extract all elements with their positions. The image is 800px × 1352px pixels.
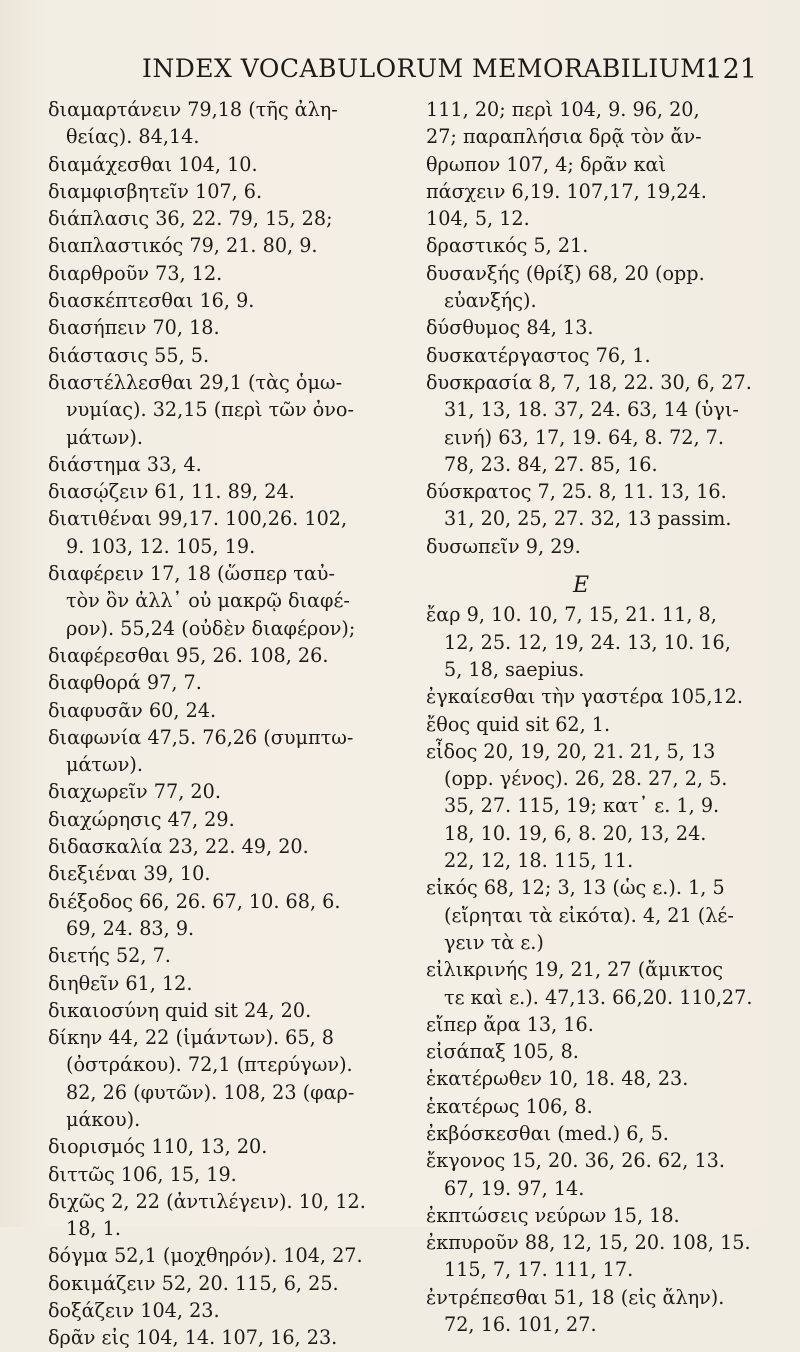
index-entry-continuation: 69, 24. 83, 9. xyxy=(66,916,195,940)
index-column-right xyxy=(426,96,776,1338)
index-entry-continuation: 31, 13, 18. 37, 24. 63, 14 (ὑγι- xyxy=(444,398,739,422)
index-entry-continuation: τε καὶ ε.). 47,13. 66,20. 110,27. xyxy=(444,985,753,1009)
index-entry: διαφέρεσθαι 95, 26. 108, 26. xyxy=(48,643,329,667)
index-entry: διχῶς 2, 22 (ἀντιλέγειν). 10, 12. xyxy=(48,1189,366,1213)
index-entry: δύσκρατος 7, 25. 8, 11. 13, 16. xyxy=(426,480,727,504)
index-entry: διασήπειν 70, 18. xyxy=(48,316,220,340)
index-entry-continuation: 82, 26 (φυτῶν). 108, 23 (φαρ- xyxy=(66,1080,355,1104)
index-entry-continuation: μάτων). xyxy=(66,425,143,449)
index-entry: ἐκπυροῦν 88, 12, 15, 20. 108, 15. xyxy=(426,1231,751,1255)
index-entry: εἴπερ ἄρα 13, 16. xyxy=(426,1012,594,1036)
index-entry-continuation: 67, 19. 97, 14. xyxy=(444,1176,585,1200)
index-entry: δοκιμάζειν 52, 20. 115, 6, 25. xyxy=(48,1271,339,1295)
index-entry: δυσκατέργαστος 76, 1. xyxy=(426,343,651,367)
running-header xyxy=(142,48,757,88)
index-entry: διαμάχεσθαι 104, 10. xyxy=(48,152,258,176)
index-entry: διετής 52, 7. xyxy=(48,944,171,968)
index-entry-continuation: 31, 20, 25, 27. 32, 13 passim. xyxy=(444,507,732,531)
index-entry: διατιθέναι 99,17. 100,26. 102, xyxy=(48,507,348,531)
index-entry-continuation: τὸν ὂν ἀλλ᾽ οὐ μακρῷ διαφέ- xyxy=(66,589,350,613)
index-entry: διάπλασις 36, 22. 79, 15, 28; xyxy=(48,207,333,231)
index-entry-continuation: ρον). 55,24 (οὐδὲν διαφέρον); xyxy=(66,616,356,640)
index-entry: ἐγκαίεσθαι τὴν γαστέρα 105,12. xyxy=(426,685,743,709)
index-entry-continuation: 12, 25. 12, 19, 24. 13, 10. 16, xyxy=(444,630,731,654)
index-entry: δίκην 44, 22 (ἱμάντων). 65, 8 xyxy=(48,1026,334,1050)
index-entry-continuation: 22, 12, 18. 115, 11. xyxy=(444,849,634,873)
index-entry-continuation: θείας). 84,14. xyxy=(66,125,200,149)
index-entry-continuation: 115, 7, 17. 111, 17. xyxy=(444,1258,634,1282)
index-entry: διαμαρτάνειν 79,18 (τῆς ἀλη- xyxy=(48,98,338,121)
index-entry-continuation: (ὀστράκου). 72,1 (πτερύγων). xyxy=(66,1053,353,1077)
index-entry: 104, 5, 12. xyxy=(426,207,530,231)
index-entry: δυσωπεῖν 9, 29. xyxy=(426,534,581,558)
index-entry-continuation: εὐανξής). xyxy=(444,289,537,313)
index-entry: εἶδος 20, 19, 20, 21. 21, 5, 13 xyxy=(426,739,716,763)
index-entry: διορισμός 110, 13, 20. xyxy=(48,1135,268,1159)
index-entry: εἰσάπαξ 105, 8. xyxy=(426,1040,579,1064)
index-entry: διαφωνία 47,5. 76,26 (συμπτω- xyxy=(48,725,354,749)
index-entry: διαμφισβητεῖν 107, 6. xyxy=(48,179,263,203)
index-entry: ἔθος quid sit 62, 1. xyxy=(426,712,611,736)
index-entry: ἑκατέρως 106, 8. xyxy=(426,1094,593,1118)
index-entry: ἑκατέρωθεν 10, 18. 48, 23. xyxy=(426,1067,689,1091)
index-entry: εἰλικρινής 19, 21, 27 (ἄμικτος xyxy=(426,958,724,982)
index-entry: διαφθορά 97, 7. xyxy=(48,671,202,695)
index-column-left xyxy=(48,96,420,1352)
index-entry-continuation: νυμίας). 32,15 (περὶ τῶν ὀνο- xyxy=(66,398,354,422)
index-entry-continuation: 72, 16. 101, 27. xyxy=(444,1313,597,1337)
index-entry: δοξάζειν 104, 23. xyxy=(48,1299,220,1323)
index-entry-continuation: 35, 27. 115, 19; κατ᾽ ε. 1, 9. xyxy=(444,794,720,818)
index-entry-continuation: 78, 23. 84, 27. 85, 16. xyxy=(444,452,658,476)
index-entry: ἔκγονος 15, 20. 36, 26. 62, 13. xyxy=(426,1149,725,1173)
index-entry: 27; παραπλήσια δρᾷ τὸν ἄν- xyxy=(426,125,702,149)
index-entry: ἐκπτώσεις νεύρων 15, 18. xyxy=(426,1203,680,1227)
index-entry: διαχωρεῖν 77, 20. xyxy=(48,780,221,804)
index-entry: διηθεῖν 61, 12. xyxy=(48,971,193,995)
index-entry-continuation: 5, 18, saepius. xyxy=(444,657,585,681)
index-entry: διάστασις 55, 5. xyxy=(48,343,210,367)
index-entry: δυσκρασία 8, 7, 18, 22. 30, 6, 27. xyxy=(426,370,752,394)
index-entry: διαφυσᾶν 60, 24. xyxy=(48,698,217,722)
index-entry: δραστικός 5, 21. xyxy=(426,234,589,258)
index-entry: εἰκός 68, 12; 3, 13 (ὡς ε.). 1, 5 xyxy=(426,876,725,900)
index-entry: δόγμα 52,1 (μοχθηρόν). 104, 27. xyxy=(48,1244,363,1268)
page-number: 121 xyxy=(705,54,757,85)
index-entry: ἐκβόσκεσθαι (med.) 6, 5. xyxy=(426,1121,669,1145)
index-entry-continuation: εινή) 63, 17, 19. 64, 8. 72, 7. xyxy=(444,425,724,449)
index-entry: ἐντρέπεσθαι 51, 18 (εἰς ἄλην). xyxy=(426,1285,725,1309)
running-title: INDEX VOCABULORUM MEMORABILIUM. xyxy=(142,54,715,83)
index-entry: πάσχειν 6,19. 107,17, 19,24. xyxy=(426,179,707,203)
index-entry: διαρθροῦν 73, 12. xyxy=(48,261,223,285)
index-entry: διεξιέναι 39, 10. xyxy=(48,862,211,886)
index-entry: θρωπον 107, 4; δρᾶν καὶ xyxy=(426,152,667,176)
index-entry: διαφέρειν 17, 18 (ὥσπερ ταὐ- xyxy=(48,562,335,586)
index-entry: διδασκαλία 23, 22. 49, 20. xyxy=(48,835,309,859)
index-entry-continuation: 18, 1. xyxy=(66,1217,121,1241)
index-entry: διαχώρησις 47, 29. xyxy=(48,807,235,831)
index-entry-continuation: γειν τὰ ε.) xyxy=(444,930,544,954)
index-entry: διασκέπτεσθαι 16, 9. xyxy=(48,289,255,313)
index-entry: διέξοδος 66, 26. 67, 10. 68, 6. xyxy=(48,889,341,913)
index-entry: 111, 20; περὶ 104, 9. 96, 20, xyxy=(426,98,700,121)
index-entry: δύσθυμος 84, 13. xyxy=(426,316,594,340)
index-entry: ἔαρ 9, 10. 10, 7, 15, 21. 11, 8, xyxy=(426,603,717,627)
index-entry-continuation: (εἴρηται τὰ εἰκότα). 4, 21 (λέ- xyxy=(444,903,734,927)
index-entry: διττῶς 106, 15, 19. xyxy=(48,1162,237,1186)
index-entry: διαστέλλεσθαι 29,1 (τὰς ὁμω- xyxy=(48,370,343,394)
index-entry: διασῴζειν 61, 11. 89, 24. xyxy=(48,480,295,504)
index-entry: διάστημα 33, 4. xyxy=(48,452,202,476)
index-entry-continuation: (opp. γένος). 26, 28. 27, 2, 5. xyxy=(444,767,728,791)
index-entry-continuation: μάτων). xyxy=(66,753,143,777)
index-entry: δυσανξής (θρίξ) 68, 20 (opp. xyxy=(426,261,705,285)
index-entry-continuation: 18, 10. 19, 6, 8. 20, 13, 24. xyxy=(444,821,707,845)
index-entry: διαπλαστικός 79, 21. 80, 9. xyxy=(48,234,318,258)
index-entry: δρᾶν εἰς 104, 14. 107, 16, 23. xyxy=(48,1326,338,1350)
section-letter: E xyxy=(572,573,590,599)
index-entry-continuation: μάκου). xyxy=(66,1107,141,1131)
index-entry-continuation: 9. 103, 12. 105, 19. xyxy=(66,534,256,558)
index-entry: δικαιοσύνη quid sit 24, 20. xyxy=(48,998,312,1022)
